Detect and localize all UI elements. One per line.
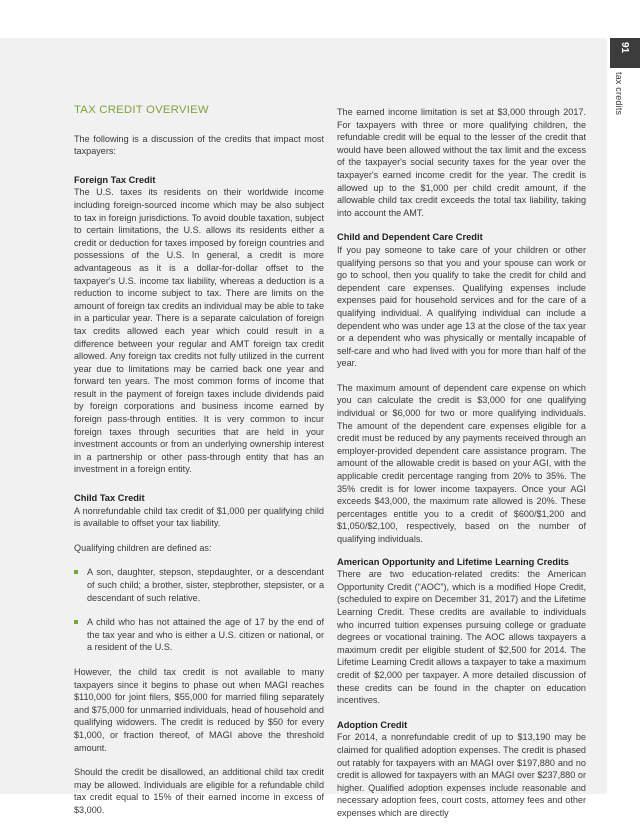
education-credits-body: There are two education-related credits: the American Opportunity Credit (“AOC”), which is a modified Hope Credit, (scheduled to expire on December 31, 2017) and the Lifetime Learning Credit. These credits are available to individuals who incurred tuition expenses pursuing college or graduate degrees or vocational training. The AOC allows taxpayers a maximum credit per eligible student of $2,500 for 2014. The Lifetime Learning Credit allows a taxpayer to take a maximum credit of $2,000 per taxpayer. A more detailed discussion of these credits can be found in the chapter on education incentives. <box>337 569 586 706</box>
left-column <box>74 104 324 817</box>
list-item: A child who has not attained the age of 17 by the end of the tax year and who is either a U.S. citizen or national, or a resident of the U.S. <box>74 616 324 654</box>
child-tax-credit-body: A nonrefundable child tax credit of $1,000 per qualifying child is available to offset your tax liability. <box>74 505 324 529</box>
dependent-care-body: If you pay someone to take care of your children or other qualifying persons so that you and your spouse can work or go to school, then you qualify to take the credit for child and dependent care expenses. Qualifying expenses include expenses paid for household services and for the care of a qualifying individual. A qualifying individual can include a dependent who was under age 13 at the close of the tax year or a dependent who was physically or mentally incapable of self-care and who had lived with you for more than half of the year. <box>337 244 586 369</box>
page-number: 91 <box>619 42 630 54</box>
disallowed-paragraph: Should the credit be disallowed, an additional child tax credit may be allowed. Individuals are eligible for a refundable child tax credit equal to 15% of their earned income in excess of $3,000. <box>74 767 324 815</box>
qualifying-children-intro: Qualifying children are defined as: <box>74 542 212 553</box>
phaseout-paragraph: However, the child tax credit is not available to many taxpayers since it begins to phase out when MAGI reaches $110,000 for joint filers, $55,000 for married filing separately and $75,000 for unmarried individuals, head of household and qualifying widowers. The credit is reduced by $50 for every $1,000, or fraction thereof, of MAGI above the threshold amount. <box>74 666 324 753</box>
dependent-care-heading: Child and Dependent Care Credit <box>337 232 483 243</box>
foreign-tax-credit-body: The U.S. taxes its residents on their worldwide income including foreign-sourced income which may be also subject to tax in foreign jurisdictions. To avoid double taxation, subject to certain limitations, the U.S. allows its residents either a credit or deduction for taxes imposed by foreign countries and possessions of the U.S. In general, a credit is more advantageous as it is a dollar-for-dollar offset to the taxpayer's U.S. income tax liability, whereas a deduction is a reduction to income subject to tax. There are limits on the amount of foreign tax credits an individual may be able to take in a particular year. There is a separate calculation of foreign tax credits allowed each year which could result in a difference between your regular and AMT foreign tax credit allowed. Any foreign tax credits not fully utilized in the current year due to limitations may be carried back one year and forward ten years. The most common forms of income that result in the payment of foreign taxes include dividends paid by foreign corporations and business income earned by foreign pass-through entities. It is very common to incur foreign taxes through securities that are held in your investment accounts or from an underlying ownership interest in a partnership or other pass-through entity that has an investment in a foreign entity. <box>74 187 324 475</box>
intro-paragraph: The following is a discussion of the credits that impact most taxpayers: <box>74 133 324 157</box>
adoption-credit-heading: Adoption Credit <box>337 719 408 730</box>
education-credits-heading: American Opportunity and Lifetime Learning Credits <box>337 556 569 567</box>
page-title: TAX CREDIT OVERVIEW <box>74 104 209 116</box>
square-bullet-icon <box>74 620 78 624</box>
page-number-tab <box>610 38 640 68</box>
child-tax-credit-heading: Child Tax Credit <box>74 493 145 504</box>
section-label: tax credits <box>614 72 624 116</box>
square-bullet-icon <box>74 570 78 574</box>
foreign-tax-credit-heading: Foreign Tax Credit <box>74 174 156 185</box>
list-item: A son, daughter, stepson, stepdaughter, or a descendant of such child; a brother, sister, stepbrother, stepsister, or a descendant of such relative. <box>74 566 324 604</box>
qualifying-children-list <box>74 566 324 654</box>
earned-income-paragraph: The earned income limitation is set at $3,000 through 2017. For taxpayers with three or more qualifying children, the refundable credit will be equal to the lesser of the credit that would have been allowed without the tax limit and the excess of the taxpayer's social security taxes for the year over the taxpayer's earned income credit for the year. The credit is allowed up to the $1,000 per child credit amount, if the allowable child tax credit exceeds the total tax liability, taking into account the AMT. <box>337 107 586 218</box>
maximum-amount-paragraph: The maximum amount of dependent care expense on which you can calculate the credit is $3,000 for one qualifying individual or $6,000 for two or more qualifying individuals. The amount of the dependent care expenses eligible for a credit must be reduced by any payments received through an employer-provided dependent care assistance program. The amount of the allowable credit is based on your AGI, with the applicable credit percentage ranging from 20% to 35%. The 35% credit is for lower income taxpayers. Once your AGI exceeds $43,000, the maximum rate allowed is 20%. These percentages entitle you to a credit of $600/$1,200 and $1,050/$2,100, respectively, based on the number of qualifying individuals. <box>337 382 586 544</box>
adoption-credit-body: For 2014, a nonrefundable credit of up to $13,190 may be claimed for qualified adoption expenses. The credit is phased out ratably for taxpayers with an MAGI over $197,880 and no credit is allowed for taxpayers with an MAGI over $237,880 or higher. Qualified adoption expenses include reasonable and necessary adoption fees, court costs, attorney fees and other expenses which are directly <box>337 732 586 818</box>
right-column <box>337 106 586 819</box>
